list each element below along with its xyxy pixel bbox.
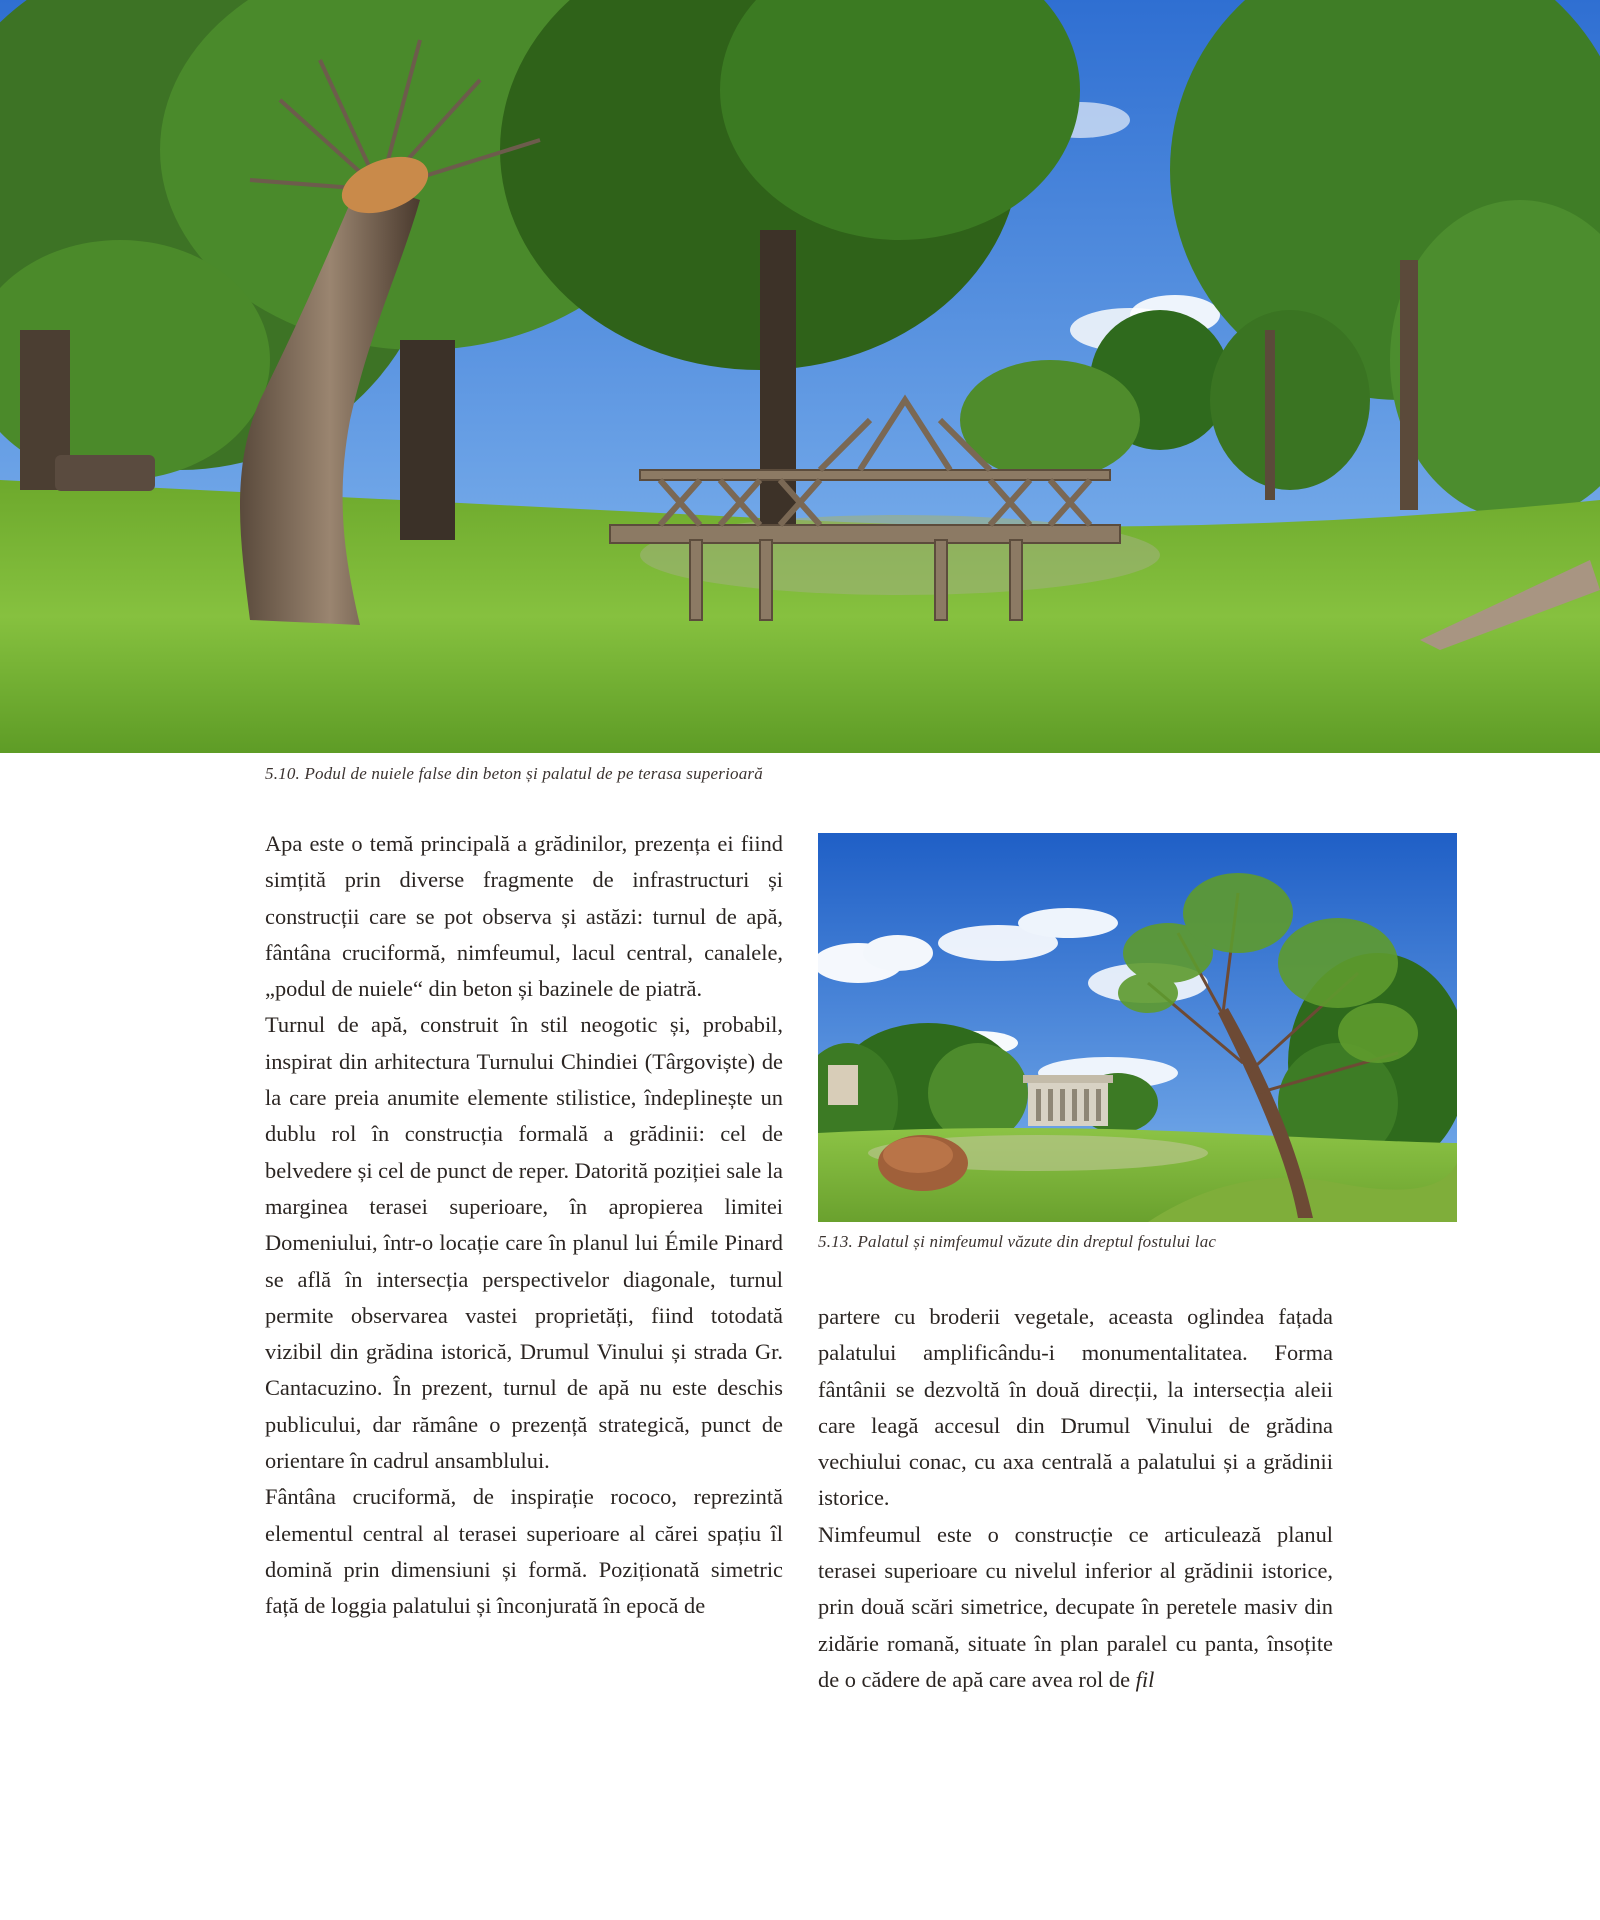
italic-word-fil: fil: [1135, 1666, 1155, 1692]
palace-icon: [1023, 1075, 1113, 1126]
top-photo: [0, 0, 1600, 753]
garden-bridge-photo: [0, 0, 1600, 753]
paragraph-cruciform-fountain: Fântâna cruciformă, de inspirație rococo, reprezintă elementul central al terasei superioare al cărei spațiu îl domină prin dimensiuni și formă. Poziționată simetric față de loggia palatului și înconjurată în epocă de: [265, 1484, 783, 1619]
body-text-right-column: [818, 1299, 1333, 1698]
figure-caption-5-13: 5.13. Palatul și nimfeumul văzute din dreptul fostului lac: [818, 1232, 1217, 1251]
body-text-left-column: [265, 826, 783, 1625]
palace-lake-photo: [818, 833, 1457, 1222]
paragraph-fountain-continued: partere cu broderii vegetale, aceasta oglindea fațada palatului amplificându-i monumentalitatea. Forma fântânii se dezvoltă în două direcții, la intersecția aleii care leagă accesul din Drumul Vinului de grădina vechiului conac, cu axa centrală a palatului și a grădinii istorice.: [818, 1304, 1333, 1511]
paragraph-water-theme: Apa este o temă principală a grădinilor, prezența ei fiind simțită prin diverse fragmente de infrastructuri și construcții care se pot observa și astăzi: turnul de apă, fântâna cruciformă, nimfeumul, lacul central, canalele, „podul de nuiele“ din beton și bazinele de piatră.: [265, 831, 783, 1002]
paragraph-water-tower: Turnul de apă, construit în stil neogotic și, probabil, inspirat din arhitectura Turnului Chindiei (Târgoviște) de la care preia anumite elemente stilistice, îndeplinește un dublu rol în construcția formală a grădinii: cel de belvedere și cel de punct de reper. Datorită poziției sale la marginea terasei superioare, în apropierea limitei Domeniului, într-o locație care în planul lui Émile Pinard se află în intersecția perspectivelor diagonale, turnul permite observarea vastei proprietăți, fiind totodată vizibil din grădina istorică, Drumul Vinului și strada Gr. Cantacuzino. În prezent, turnul de apă nu este deschis publicului, dar rămâne o prezență strategică, punct de orientare în cadrul ansamblului.: [265, 1012, 783, 1474]
paragraph-nymphaeum-text: Nimfeumul este o construcție ce articulează planul terasei superioare cu nivelul inferior al grădinii istorice, prin două scări simetrice, decupate în peretele masiv din zidărie romană, situate în plan paralel cu panta, însoțite de o cădere de apă care avea rol de: [818, 1521, 1333, 1692]
right-photo: [818, 833, 1457, 1222]
paragraph-nymphaeum: [818, 1517, 1333, 1698]
figure-caption-5-10: 5.10. Podul de nuiele false din beton și palatul de pe terasa superioară: [265, 764, 763, 783]
